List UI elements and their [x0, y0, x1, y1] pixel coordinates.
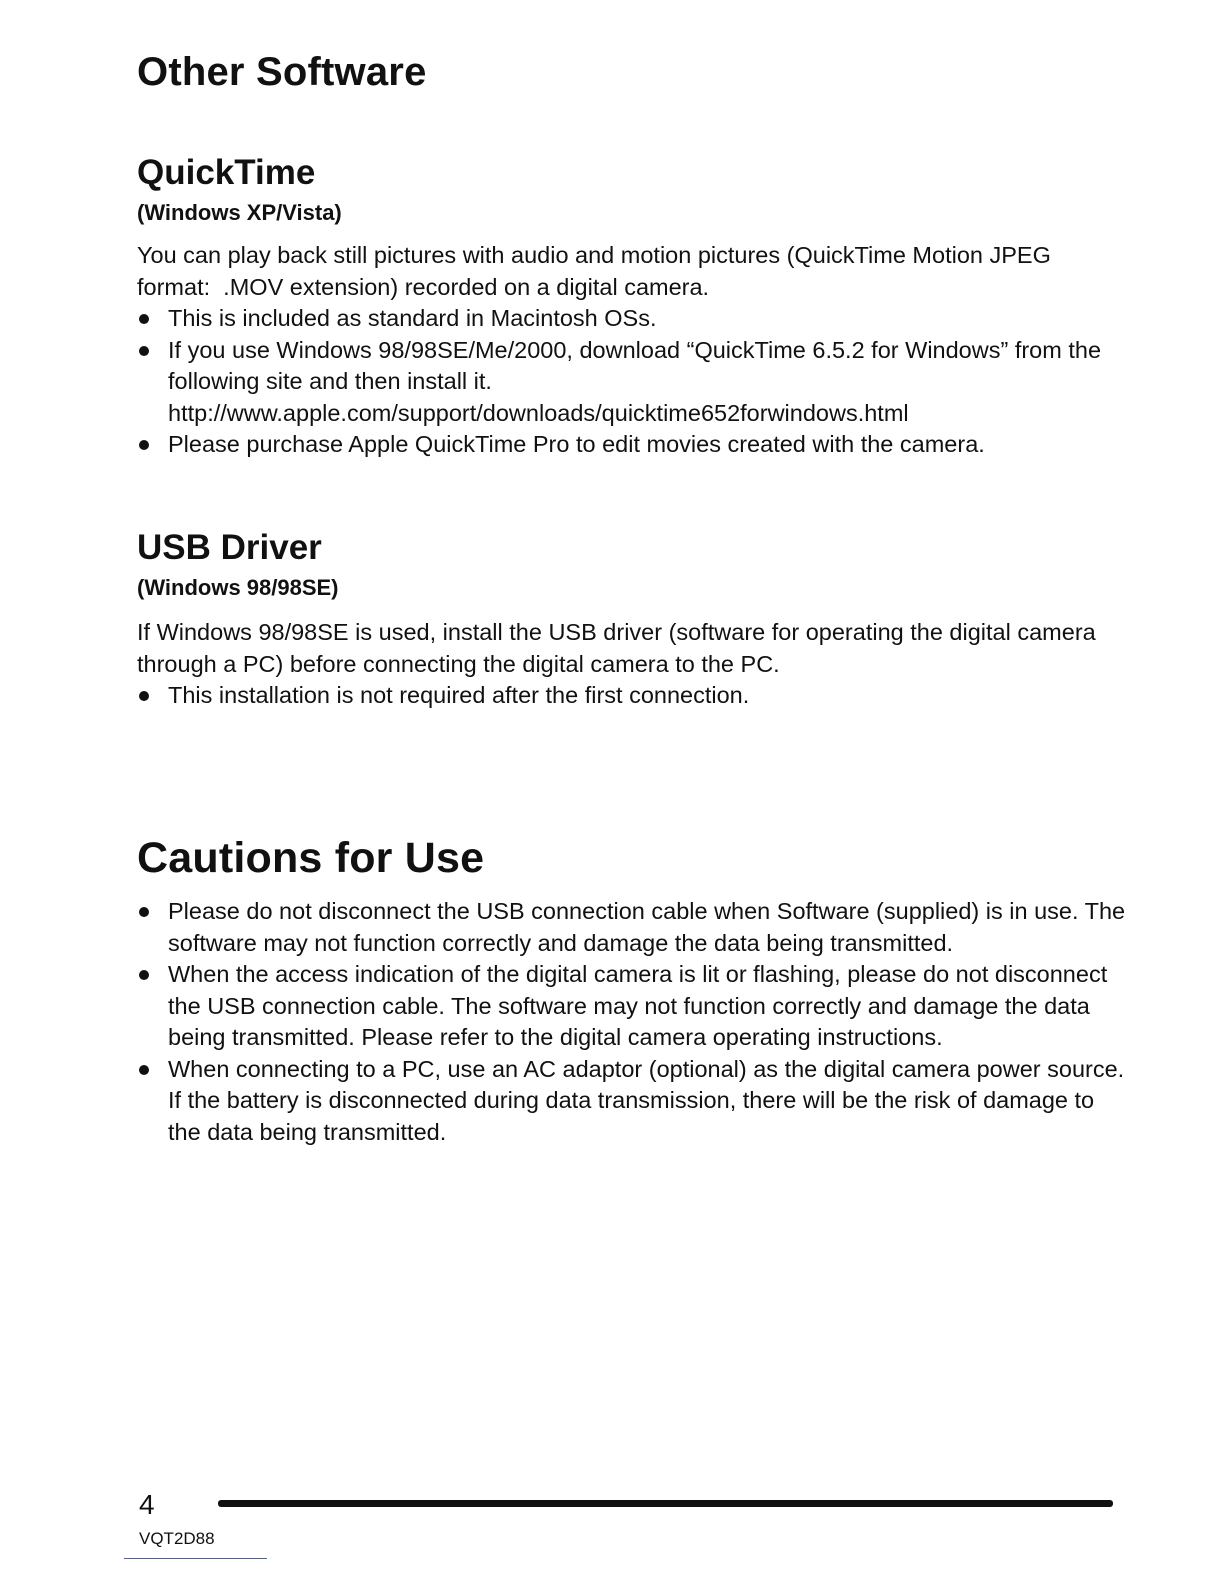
bullet-icon	[139, 346, 149, 356]
list-item-text: Please purchase Apple QuickTime Pro to edit movies created with the camera.	[168, 431, 985, 457]
usb-driver-intro: If Windows 98/98SE is used, install the USB driver (software for operating the digital camera through a PC) before connecting the digital camera to the PC.	[137, 619, 1096, 677]
cautions-bullet-list	[137, 896, 1127, 1148]
bullet-icon	[139, 691, 149, 701]
list-item-text: Please do not disconnect the USB connection cable when Software (supplied) is in use. The software may not function correctly and damage the data being transmitted.	[168, 898, 1126, 956]
download-url-link[interactable]: http://www.apple.com/support/downloads/quicktime652forwindows.html	[168, 399, 909, 426]
bullet-icon	[139, 970, 149, 980]
list-item	[137, 303, 1127, 335]
document-code: VQT2D88	[139, 1529, 215, 1548]
page-number: 4	[139, 1489, 155, 1520]
list-item	[137, 335, 1127, 430]
list-item	[137, 1054, 1127, 1149]
bullet-icon	[139, 1065, 149, 1075]
page-title: Other Software	[137, 50, 427, 94]
list-item-text: This installation is not required after the first connection.	[168, 682, 750, 708]
usb-driver-heading: USB Driver	[137, 528, 322, 567]
list-item-text: This is included as standard in Macintosh OSs.	[168, 305, 657, 331]
bullet-icon	[139, 440, 149, 450]
list-item	[137, 896, 1127, 959]
quicktime-bullet-list	[137, 303, 1127, 461]
list-item	[137, 680, 1127, 712]
quicktime-heading: QuickTime	[137, 153, 316, 192]
list-item-text: If you use Windows 98/98SE/Me/2000, download “QuickTime 6.5.2 for Windows” from the following site and then install it.	[168, 336, 1102, 394]
usb-driver-section	[137, 530, 1127, 712]
bullet-icon	[139, 907, 149, 917]
list-item-text: When connecting to a PC, use an AC adaptor (optional) as the digital camera power source. If the battery is disconnected during data transmission, there will be the risk of damage to the data being transmitted.	[168, 1055, 1125, 1145]
usb-bullet-list	[137, 680, 1127, 712]
bullet-icon	[139, 314, 149, 324]
usb-driver-subheading: (Windows 98/98SE)	[137, 575, 339, 600]
quicktime-intro: You can play back still pictures with audio and motion pictures (QuickTime Motion JPEG format: .MOV extension) recorded on a digital camera.	[137, 242, 1051, 300]
footer-divider	[218, 1500, 1113, 1507]
list-item-text: When the access indication of the digital camera is lit or flashing, please do not disconnect the USB connection cable. The software may not function correctly and damage the data being transmitted. Please refer to the digital camera operating instructions.	[168, 961, 1108, 1050]
document-code-underline	[124, 1558, 267, 1559]
cautions-heading: Cautions for Use	[137, 834, 485, 882]
quicktime-section	[137, 155, 1127, 461]
list-item	[137, 959, 1127, 1054]
quicktime-subheading: (Windows XP/Vista)	[137, 200, 342, 225]
list-item	[137, 429, 1127, 461]
